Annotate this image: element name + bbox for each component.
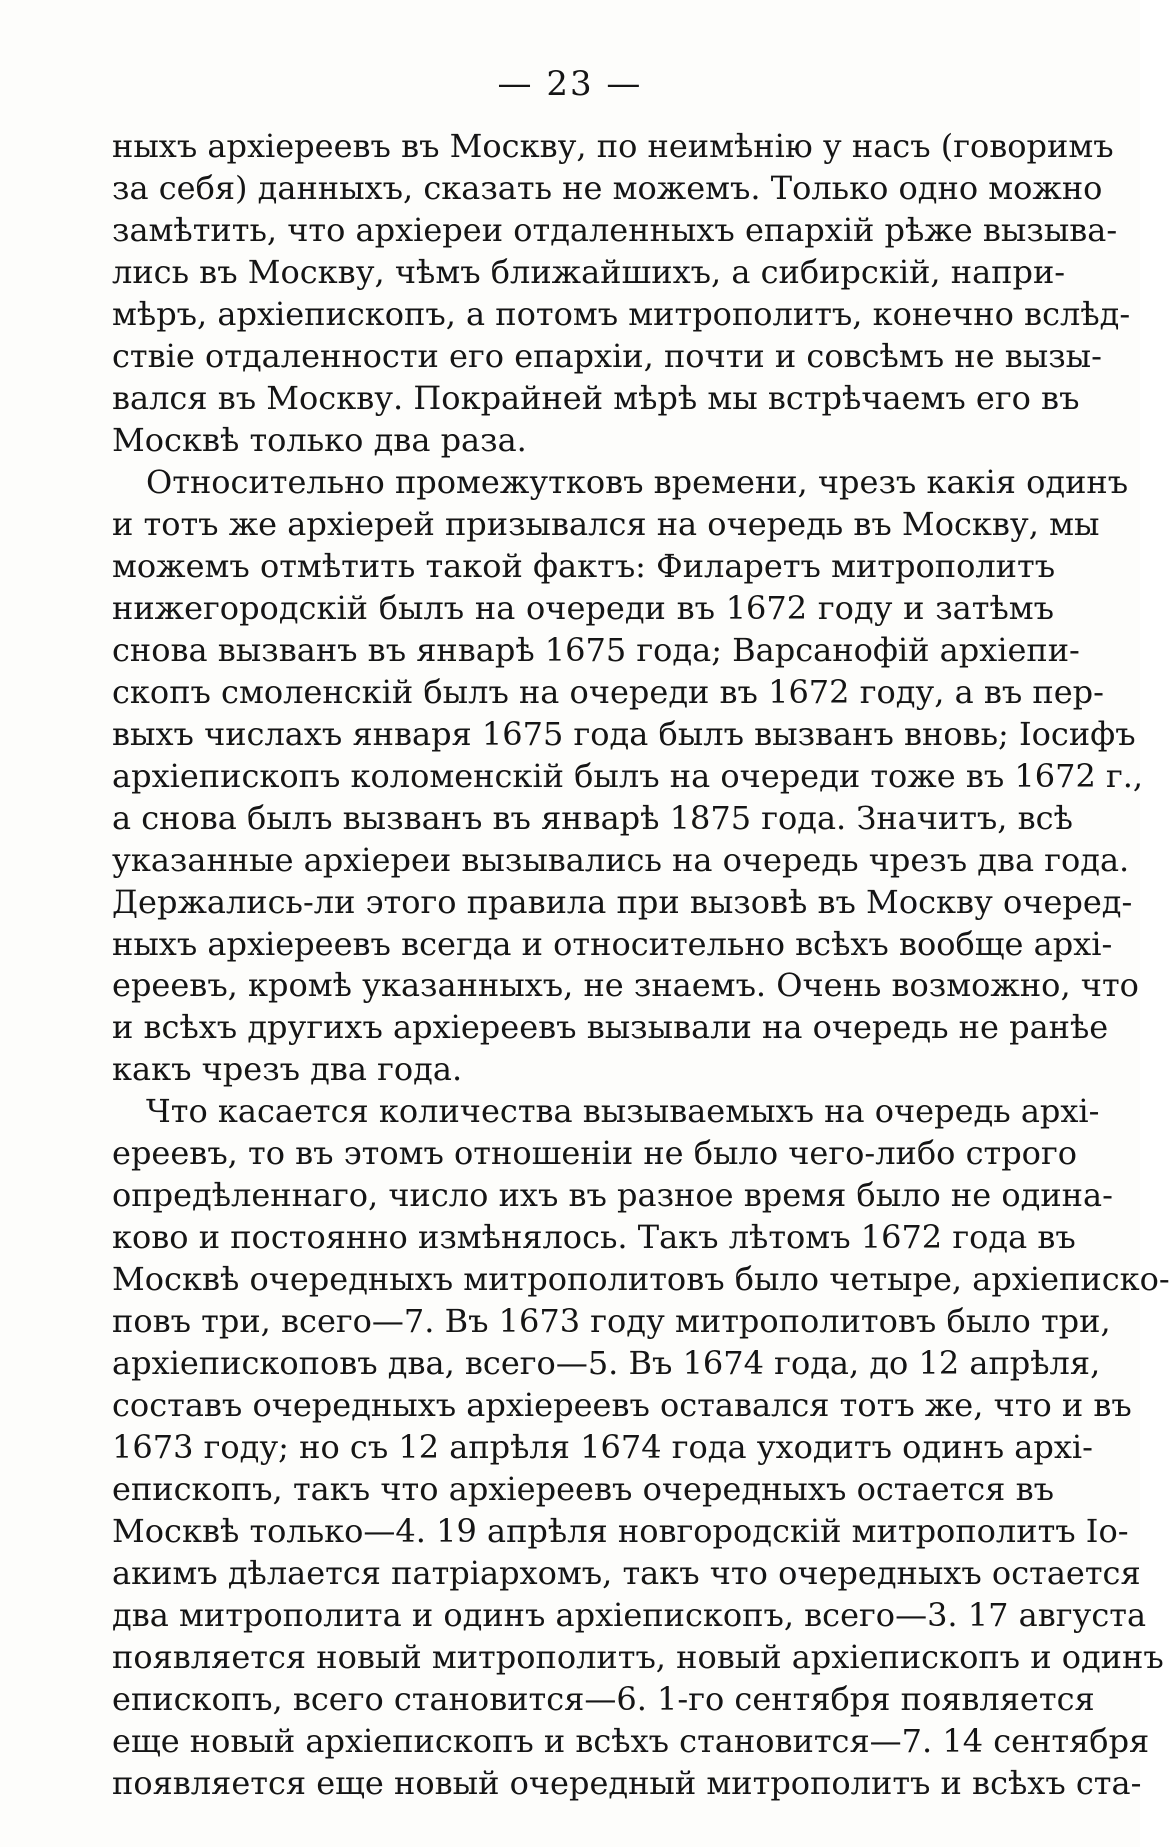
text-line: Москвѣ только—4. 19 апрѣля новгородскій митрополитъ Іо- (112, 1512, 1129, 1551)
text-line: вался въ Москву. Покрайней мѣрѣ мы встрѣчаемъ его въ (112, 378, 1080, 417)
text-line: выхъ числахъ января 1675 года былъ вызванъ вновь; Іосифъ (112, 714, 1136, 753)
page-number: — 23 — (497, 64, 643, 104)
text-line: замѣтить, что архіереи отдаленныхъ епархій рѣже вызыва- (112, 210, 1118, 249)
text-line: Москвѣ очередныхъ митрополитовъ было четыре, архіеписко- (112, 1260, 1170, 1299)
text-line: Держались-ли этого правила при вызовѣ въ Москву очеред- (112, 882, 1133, 921)
text-line: скопъ смоленскій былъ на очереди въ 1672 году, а въ пер- (112, 672, 1104, 711)
text-line: нижегородскій былъ на очереди въ 1672 году и затѣмъ (112, 588, 1054, 627)
text-line: акимъ дѣлается патріархомъ, такъ что очередныхъ остается (112, 1554, 1141, 1593)
text-line: ково и постоянно измѣнялось. Такъ лѣтомъ 1672 года въ (112, 1218, 1076, 1257)
text-line: указанные архіереи вызывались на очередь чрезъ два года. (112, 840, 1130, 879)
text-line: опредѣленнаго, число ихъ въ разное время было не одина- (112, 1176, 1113, 1215)
paragraph-first-line: Относительно промежутковъ времени, чрезъ какія одинъ (146, 462, 1129, 501)
text-line: а снова былъ вызванъ въ январѣ 1875 года. Значитъ, всѣ (112, 798, 1073, 837)
text-line: за себя) данныхъ, сказать не можемъ. Только одно можно (112, 168, 1103, 207)
text-line: можемъ отмѣтить такой фактъ: Филаретъ митрополитъ (112, 546, 1056, 585)
text-line: и всѣхъ другихъ архіереевъ вызывали на очередь не ранѣе (112, 1008, 1109, 1047)
text-line: архіепископовъ два, всего—5. Въ 1674 года, до 12 апрѣля, (112, 1344, 1101, 1383)
text-line: мѣръ, архіепископъ, а потомъ митрополитъ, конечно вслѣд- (112, 294, 1131, 333)
text-line: еще новый архіепископъ и всѣхъ становится—7. 14 сентября (112, 1722, 1150, 1761)
text-line: повъ три, всего—7. Въ 1673 году митрополитовъ было три, (112, 1302, 1111, 1341)
text-line: Москвѣ только два раза. (112, 420, 527, 459)
text-line: ереевъ, кромѣ указанныхъ, не знаемъ. Очень возможно, что (112, 966, 1139, 1005)
text-line: архіепископъ коломенскій былъ на очереди тоже въ 1672 г., (112, 756, 1144, 795)
text-line: 1673 году; но съ 12 апрѣля 1674 года уходитъ одинъ архі- (112, 1428, 1093, 1467)
text-line: какъ чрезъ два года. (112, 1050, 463, 1089)
text-line: ереевъ, то въ этомъ отношеніи не было чего-либо строго (112, 1134, 1077, 1173)
text-line: и тотъ же архіерей призывался на очередь въ Москву, мы (112, 504, 1100, 543)
text-line: снова вызванъ въ январѣ 1675 года; Варсанофій архіепи- (112, 630, 1080, 669)
text-line: появляется еще новый очередный митрополитъ и всѣхъ ста- (112, 1764, 1142, 1802)
text-line: ствіе отдаленности его епархіи, почти и совсѣмъ не вызы- (112, 336, 1102, 375)
text-line: появляется новый митрополитъ, новый архіепископъ и одинъ (112, 1638, 1164, 1677)
paragraph-first-line: Что касается количества вызываемыхъ на очередь архі- (146, 1092, 1100, 1131)
text-line: два митрополита и одинъ архіепископъ, всего—3. 17 августа (112, 1596, 1147, 1635)
text-line: составъ очередныхъ архіереевъ оставался тотъ же, что и въ (112, 1386, 1132, 1425)
text-line: епископъ, такъ что архіереевъ очередныхъ остается въ (112, 1470, 1054, 1509)
text-line: ныхъ архіереевъ въ Москву, по неимѣнію у насъ (говоримъ (112, 127, 1114, 165)
text-line: ныхъ архіереевъ всегда и относительно всѣхъ вообще архі- (112, 924, 1113, 963)
text-line: лись въ Москву, чѣмъ ближайшихъ, а сибирскій, напри- (112, 252, 1066, 291)
text-line: епископъ, всего становится—6. 1-го сентября появляется (112, 1680, 1095, 1719)
